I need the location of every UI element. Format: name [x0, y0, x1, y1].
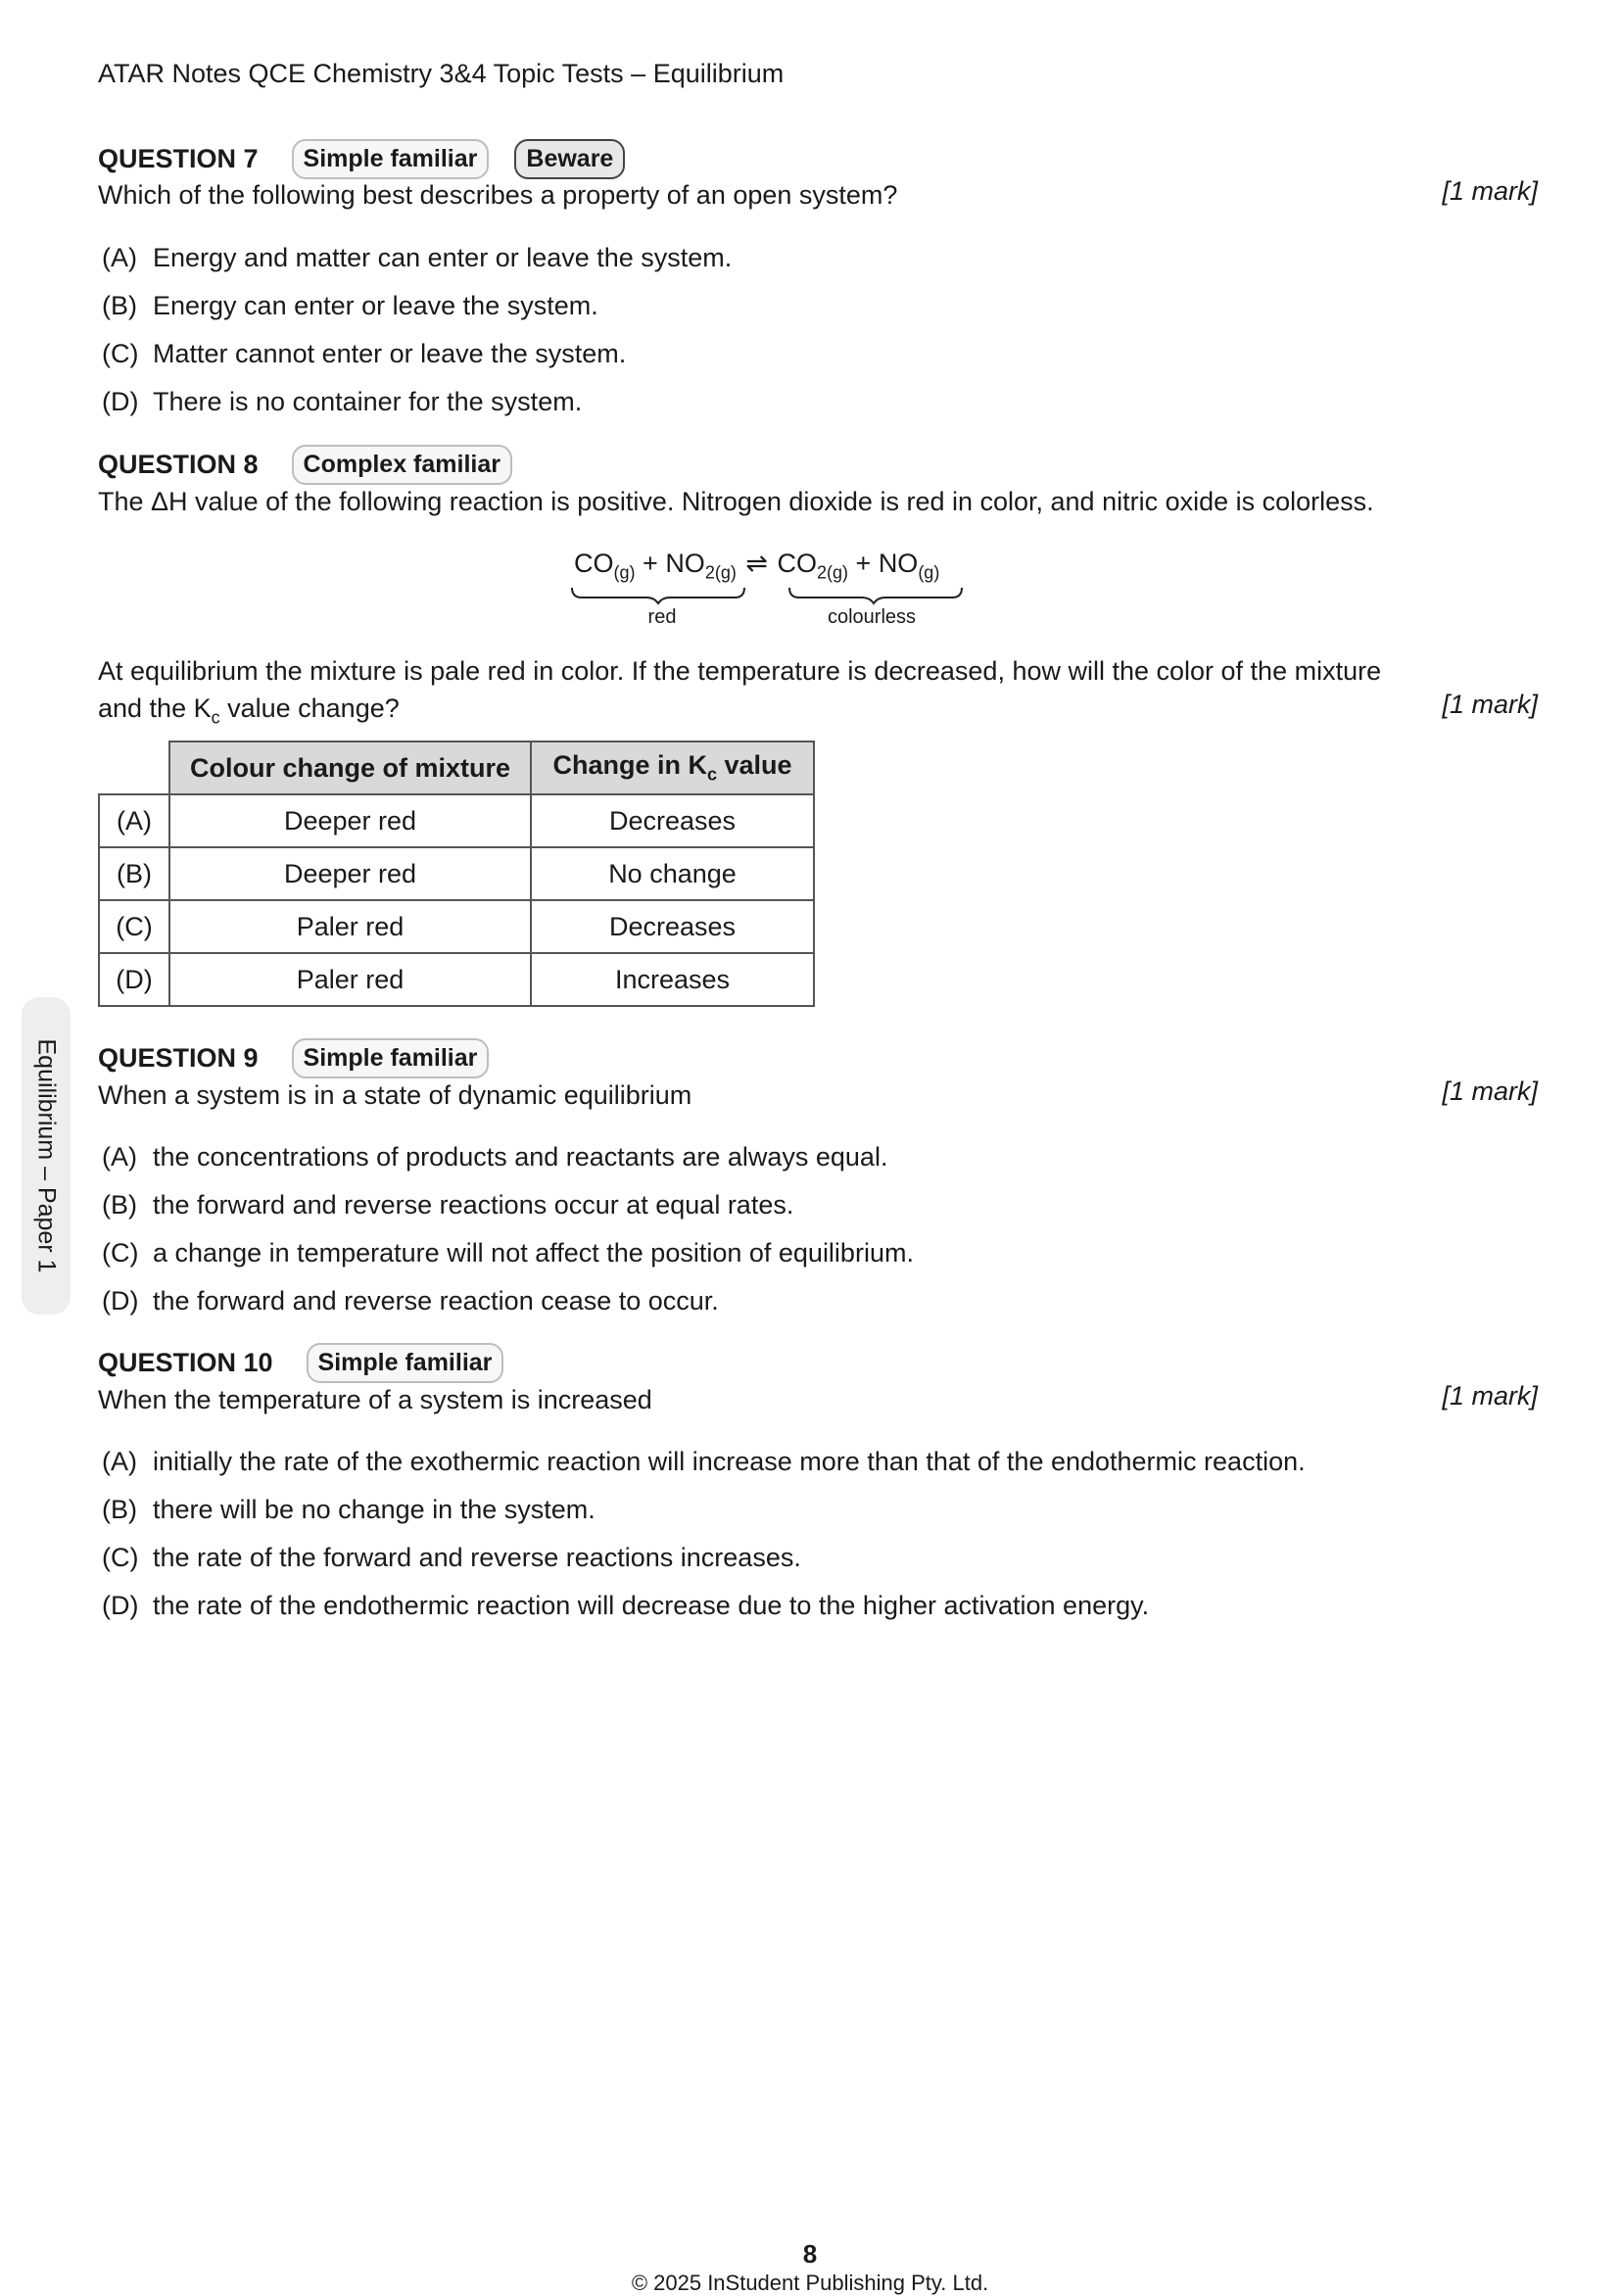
- question-7-option-a[interactable]: (A) Energy and matter can enter or leave the system.: [102, 243, 733, 272]
- colour-cell: Deeper red: [169, 847, 531, 900]
- kc-cell: Decreases: [531, 900, 814, 953]
- question-9-stem: When a system is in a state of dynamic equilibrium: [98, 1080, 692, 1110]
- tag-complex-familiar: Complex familiar: [292, 445, 512, 485]
- colour-cell: Paler red: [169, 900, 531, 953]
- table-corner: [99, 741, 169, 794]
- question-10-option-b[interactable]: (B) there will be no change in the system.: [102, 1495, 596, 1524]
- kc-cell: Decreases: [531, 794, 814, 847]
- question-10-mark: [1 mark]: [1442, 1381, 1538, 1411]
- row-label: (A): [99, 794, 169, 847]
- question-7-title: QUESTION 7: [98, 143, 259, 173]
- question-10-option-a[interactable]: (A) initially the rate of the exothermic reaction will increase more than that of the endothermic reaction.: [102, 1447, 1306, 1476]
- column-header-colour: Colour change of mixture: [169, 741, 531, 794]
- reaction-braces: [568, 586, 979, 605]
- question-8-stem: The ΔH value of the following reaction is positive. Nitrogen dioxide is red in color, and nitric oxide is colorless.: [98, 487, 1374, 516]
- answer-options-table: [98, 741, 815, 1007]
- column-header-kc: Change in $K_c$ value: [531, 741, 814, 794]
- reactant-colour-label: red: [647, 606, 677, 628]
- question-7-option-b[interactable]: (B) Energy can enter or leave the system.: [102, 291, 598, 320]
- kc-cell: Increases: [531, 953, 814, 1006]
- question-9-option-c[interactable]: (C) a change in temperature will not affect the position of equilibrium.: [102, 1238, 914, 1268]
- question-10-option-c[interactable]: (C) the rate of the forward and reverse reactions increases.: [102, 1543, 801, 1572]
- question-8-stem-3: and the $K_c$ value change?: [98, 694, 400, 728]
- copyright: © 2025 InStudent Publishing Pty. Ltd.: [631, 2271, 989, 2295]
- row-label: (D): [99, 953, 169, 1006]
- question-8-mark: [1 mark]: [1442, 690, 1538, 719]
- side-tab-label: Equilibrium – Paper 1: [32, 1038, 61, 1273]
- question-9-option-a[interactable]: (A) the concentrations of products and reactants are always equal.: [102, 1142, 888, 1172]
- tag-simple-familiar: Simple familiar: [292, 1038, 490, 1078]
- reaction-equation: $CO_{(g)} + NO_{2(g)}$ ⇌ $CO_{2(g)} + NO_{(g)}$: [574, 549, 940, 583]
- colour-cell: Paler red: [169, 953, 531, 1006]
- kc-cell: No change: [531, 847, 814, 900]
- tag-beware: Beware: [514, 139, 625, 179]
- question-9-heading: [98, 1036, 489, 1079]
- question-9-option-b[interactable]: (B) the forward and reverse reactions occur at equal rates.: [102, 1190, 794, 1220]
- question-9-option-d[interactable]: (D) the forward and reverse reaction cease to occur.: [102, 1286, 719, 1315]
- tag-simple-familiar: Simple familiar: [307, 1343, 504, 1383]
- question-8-title: QUESTION 8: [98, 449, 259, 479]
- question-8-stem-2: At equilibrium the mixture is pale red in color. If the temperature is decreased, how will the color of the mixture: [98, 656, 1382, 686]
- question-10-heading: [98, 1341, 503, 1384]
- product-colour-label: colourless: [827, 606, 917, 628]
- table-row[interactable]: [99, 794, 814, 847]
- question-10-option-d[interactable]: (D) the rate of the endothermic reaction will decrease due to the higher activation energy.: [102, 1591, 1150, 1620]
- colour-cell: Deeper red: [169, 794, 531, 847]
- row-label: (B): [99, 847, 169, 900]
- table-row[interactable]: [99, 900, 814, 953]
- page-number: 8: [802, 2239, 818, 2269]
- table-row[interactable]: [99, 953, 814, 1006]
- question-7-option-c[interactable]: (C) Matter cannot enter or leave the system.: [102, 339, 627, 368]
- question-7-mark: [1 mark]: [1442, 176, 1538, 206]
- question-7-option-d[interactable]: (D) There is no container for the system.: [102, 387, 583, 416]
- question-7-heading: [98, 137, 625, 180]
- table-header-row: [99, 741, 814, 794]
- table-row[interactable]: [99, 847, 814, 900]
- tag-simple-familiar: Simple familiar: [292, 139, 490, 179]
- row-label: (C): [99, 900, 169, 953]
- page-header: ATAR Notes QCE Chemistry 3&4 Topic Tests – Equilibrium: [98, 59, 785, 88]
- question-9-mark: [1 mark]: [1442, 1076, 1538, 1106]
- question-10-title: QUESTION 10: [98, 1347, 273, 1377]
- question-10-stem: When the temperature of a system is increased: [98, 1385, 652, 1414]
- question-9-title: QUESTION 9: [98, 1042, 259, 1073]
- question-7-stem: Which of the following best describes a property of an open system?: [98, 180, 898, 210]
- question-8-heading: [98, 443, 512, 486]
